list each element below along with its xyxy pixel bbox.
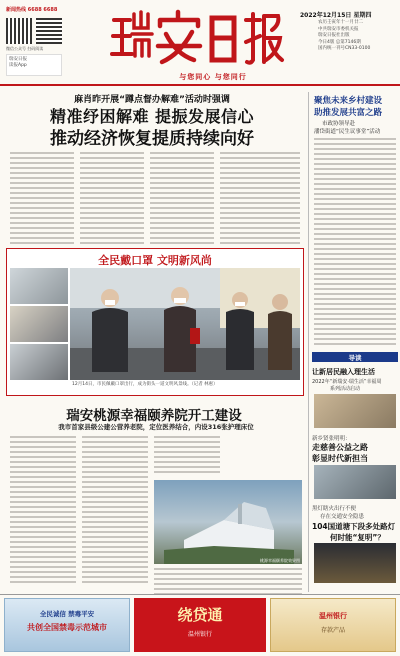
qr-code[interactable] (6, 18, 32, 44)
sidebar-divider (308, 92, 309, 592)
small-ad-box: 瑞安日报 读报App (6, 54, 62, 76)
guide1-sub-2: 系列活动启动 (330, 386, 361, 392)
guide1-photo[interactable] (314, 394, 396, 428)
bottom-ad-rule (0, 594, 400, 595)
story2-body-col-3 (154, 436, 220, 476)
hotline-block (6, 6, 66, 13)
photo-feature-title[interactable]: 全民戴口罩 文明新风尚 (98, 254, 212, 267)
photo-main[interactable] (70, 268, 300, 380)
story2-render-image[interactable] (154, 480, 302, 564)
qr-caption: 微信公众号 扫码阅读 (6, 46, 44, 51)
ad-middle-sub: 温州银行 (187, 631, 212, 638)
ad-left-line-2: 共创全国禁毒示范城市 (27, 623, 107, 632)
story2-body-col-2 (82, 436, 148, 586)
guide-label: 导读 (348, 354, 362, 362)
lead-body-col-1 (10, 152, 74, 247)
story2-render-caption: 桃源幸福颐养院效果图 (260, 558, 300, 563)
guide3-headline-2[interactable]: 何时能“复明”？ (330, 533, 385, 542)
lead-body-col-4 (220, 152, 300, 247)
story2-headline[interactable]: 瑞安桃源幸福颐养院开工建设 (66, 408, 242, 424)
issue-meta: 农历壬寅年十一月廿二 中共瑞安市委机关报 瑞安日报社出版 今日4版 总第7146期 国内统一刊号CN33-0100 (318, 20, 371, 51)
masthead-tagline: 与您同心 与您同行 (179, 73, 247, 81)
sidebar-story1-headline-2[interactable]: 助推发展共富之路 (314, 108, 383, 118)
issue-date: 2022年12月15日 星期四 (300, 12, 372, 19)
guide3-kicker-2: 存在交通安全隐患 (320, 514, 365, 520)
hotline-number: 6688 6688 (27, 7, 58, 13)
ad-right-line-1: 温州银行 (319, 612, 347, 620)
photo-inset-2[interactable] (10, 306, 68, 342)
masthead-rule (0, 84, 400, 86)
ad-middle-title: 绕贷通 (177, 606, 223, 624)
guide2-headline-1[interactable]: 走慈善公益之路 (312, 443, 368, 452)
qr-code-2[interactable] (36, 18, 62, 44)
lead-kicker: 麻肖昨开展“蹲点督办解难”活动时强调 (74, 95, 230, 105)
masthead (0, 0, 400, 90)
lead-headline-1[interactable]: 精准纾困解难 提振发展信心 (49, 107, 255, 126)
ad-left[interactable] (4, 598, 130, 652)
photo-feature-caption: 12月14日，市民佩戴口罩出行，成为街头一道文明风景线。（记者 林惠） (72, 382, 218, 387)
newspaper-logo (108, 8, 286, 68)
story2-subhead: 我市首家县级公建公营养老院，定位医养结合，内设316张护理床位 (58, 423, 254, 431)
lead-body-col-3 (150, 152, 214, 247)
lead-body-col-2 (80, 152, 144, 247)
sidebar-story1-body (314, 138, 396, 348)
sidebar-story1-sub-1: 市政协领导赴 (322, 121, 356, 127)
ad-right-line-2: 存款产品 (320, 627, 345, 634)
guide3-photo[interactable] (314, 543, 396, 583)
guide2-headline-2[interactable]: 彰显时代新担当 (312, 454, 368, 463)
ad-left-line-1: 全民诚信 禁毒平安 (39, 610, 95, 618)
guide1-headline[interactable]: 让新居民融入理生活 (312, 368, 375, 376)
lead-headline-2[interactable]: 推动经济恢复提质持续向好 (50, 129, 254, 149)
guide2-kicker: 新乡贤张明明： (312, 436, 351, 442)
photo-inset-1[interactable] (10, 268, 68, 304)
photo-inset-3[interactable] (10, 344, 68, 380)
guide3-headline-1[interactable]: 104国道塘下段多处路灯 (312, 522, 396, 531)
guide2-photo[interactable] (314, 465, 396, 499)
guide1-sub-1: 2022年“新瑞安·瑞生活”幸福周 (312, 379, 382, 385)
ad-right[interactable] (270, 598, 396, 652)
hotline-label: 新闻热线 (6, 7, 27, 13)
ad-middle[interactable] (134, 598, 266, 652)
sidebar-story1-sub-2: 潘岱街道“民生议事堂”活动 (314, 129, 381, 135)
guide3-kicker-1: 黑灯瞎火出行不便 (312, 506, 357, 512)
story2-body-col-1 (10, 436, 76, 586)
sidebar-story1-headline-1[interactable]: 聚焦未来乡村建设 (314, 96, 383, 106)
